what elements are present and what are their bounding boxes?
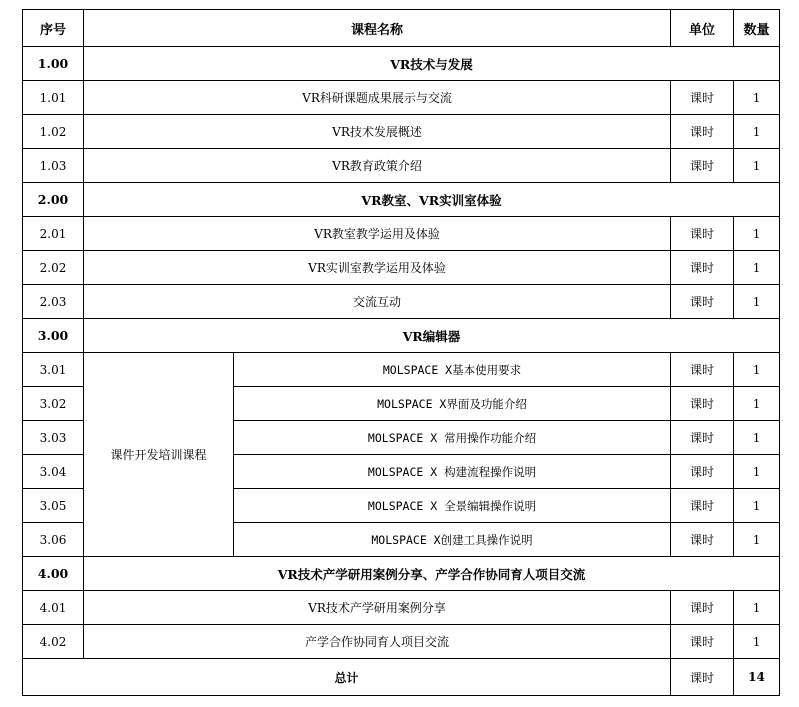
table-row [23,217,780,251]
row-unit: 课时 [671,625,734,659]
row-unit: 课时 [671,81,734,115]
row-quantity: 1 [734,489,780,523]
section-title: VR技术产学研用案例分享、产学合作协同育人项目交流 [84,557,780,591]
row-number: 3.03 [23,421,84,455]
row-number: 4.01 [23,591,84,625]
header-course-name: 课程名称 [84,10,671,47]
group-label: 课件开发培训课程 [84,353,234,557]
table-row [23,353,780,387]
row-quantity: 1 [734,81,780,115]
header-seq: 序号 [23,10,84,47]
row-unit: 课时 [671,251,734,285]
row-number: 2.01 [23,217,84,251]
section-row [23,557,780,591]
table-row [23,251,780,285]
row-course-name: MOLSPACE X 构建流程操作说明 [234,455,671,489]
row-course-name: VR教室教学运用及体验 [84,217,671,251]
row-quantity: 1 [734,149,780,183]
row-number: 4.02 [23,625,84,659]
row-course-name: VR技术产学研用案例分享 [84,591,671,625]
section-title: VR教室、VR实训室体验 [84,183,780,217]
row-number: 1.01 [23,81,84,115]
course-table [22,9,780,696]
total-label: 总计 [23,659,671,696]
section-number: 4.00 [23,557,84,591]
row-quantity: 1 [734,285,780,319]
row-number: 2.03 [23,285,84,319]
row-number: 3.06 [23,523,84,557]
row-course-name: VR实训室教学运用及体验 [84,251,671,285]
table-row [23,149,780,183]
row-course-name: 产学合作协同育人项目交流 [84,625,671,659]
section-title: VR技术与发展 [84,47,780,81]
row-quantity: 1 [734,251,780,285]
table-row [23,625,780,659]
section-number: 3.00 [23,319,84,353]
row-course-name: MOLSPACE X 全景编辑操作说明 [234,489,671,523]
row-course-name: VR教育政策介绍 [84,149,671,183]
row-number: 1.02 [23,115,84,149]
row-number: 1.03 [23,149,84,183]
section-title: VR编辑器 [84,319,780,353]
row-quantity: 1 [734,353,780,387]
header-unit: 单位 [671,10,734,47]
row-unit: 课时 [671,353,734,387]
total-unit: 课时 [671,659,734,696]
total-quantity: 14 [734,659,780,696]
row-unit: 课时 [671,421,734,455]
row-unit: 课时 [671,523,734,557]
row-course-name: VR技术发展概述 [84,115,671,149]
row-number: 2.02 [23,251,84,285]
row-quantity: 1 [734,523,780,557]
table-row [23,285,780,319]
row-unit: 课时 [671,217,734,251]
section-row [23,183,780,217]
section-row [23,319,780,353]
row-course-name: 交流互动 [84,285,671,319]
section-number: 2.00 [23,183,84,217]
row-number: 3.05 [23,489,84,523]
row-unit: 课时 [671,591,734,625]
section-row [23,47,780,81]
row-quantity: 1 [734,115,780,149]
table-row [23,591,780,625]
row-number: 3.04 [23,455,84,489]
row-course-name: MOLSPACE X 常用操作功能介绍 [234,421,671,455]
total-row [23,659,780,696]
row-unit: 课时 [671,489,734,523]
row-quantity: 1 [734,455,780,489]
row-course-name: VR科研课题成果展示与交流 [84,81,671,115]
row-course-name: MOLSPACE X基本使用要求 [234,353,671,387]
row-unit: 课时 [671,115,734,149]
row-number: 3.02 [23,387,84,421]
section-number: 1.00 [23,47,84,81]
table-row [23,115,780,149]
row-course-name: MOLSPACE X界面及功能介绍 [234,387,671,421]
row-unit: 课时 [671,285,734,319]
row-quantity: 1 [734,387,780,421]
row-unit: 课时 [671,387,734,421]
row-quantity: 1 [734,591,780,625]
row-quantity: 1 [734,217,780,251]
row-unit: 课时 [671,455,734,489]
row-unit: 课时 [671,149,734,183]
row-quantity: 1 [734,421,780,455]
row-course-name: MOLSPACE X创建工具操作说明 [234,523,671,557]
row-quantity: 1 [734,625,780,659]
table-row [23,81,780,115]
row-number: 3.01 [23,353,84,387]
header-quantity: 数量 [734,10,780,47]
